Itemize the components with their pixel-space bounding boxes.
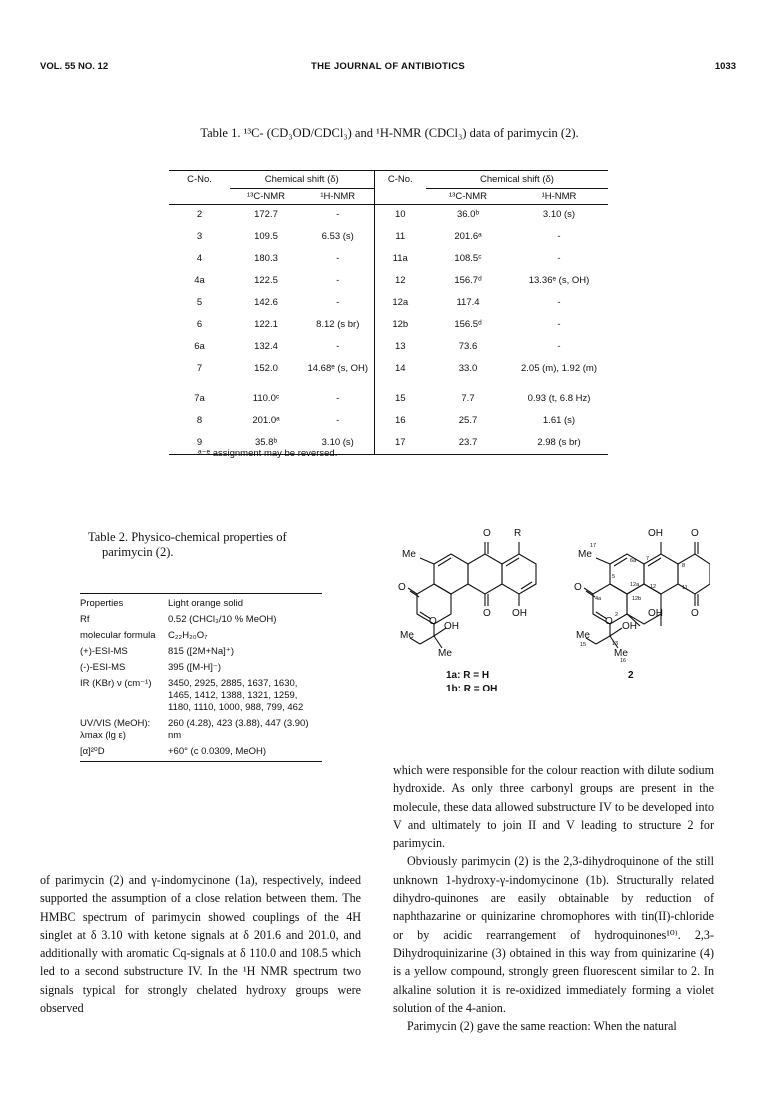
table1-body — [169, 205, 608, 455]
table-cell: 33.0 — [458, 362, 478, 374]
table-cell: 2.05 (m), 1.92 (m) — [520, 362, 598, 374]
property-value: 3450, 2925, 2885, 1637, 1630, 1465, 1412, 1388, 1321, 1259, 1180, 1110, 1000, 988, 799, 462 — [168, 678, 304, 713]
body-right-paragraph-3: Parimycin (2) gave the same reaction: When the natural — [407, 1019, 677, 1034]
locant-13: 13 — [612, 641, 619, 647]
table-cell: 3 — [196, 230, 203, 242]
atom-o-top-2: O — [691, 528, 699, 539]
page-number: 1033 — [714, 61, 736, 72]
table-cell: - — [557, 252, 561, 264]
table-cell: 8.12 (s br) — [302, 315, 374, 337]
property-name: UV/VIS (MeOH): λmax (lg ε) — [80, 718, 151, 741]
table-cell: 25.7 — [458, 414, 478, 426]
table2-caption-line1: Table 2. Physico-chemical properties of — [88, 530, 287, 544]
property-name: (+)-ESI-MS — [80, 646, 128, 657]
property-name: (-)-ESI-MS — [80, 662, 126, 673]
table-cell: 36.0ᵇ — [456, 209, 480, 220]
table-cell: 73.6 — [458, 340, 478, 352]
table-cell: 6 — [196, 318, 203, 330]
locant-15: 15 — [580, 642, 587, 648]
table-cell: 152.0 — [254, 362, 278, 374]
locant-11: 11 — [682, 585, 688, 591]
body-right-column — [393, 761, 714, 1035]
header-13c-right: ¹³C-NMR — [426, 189, 510, 205]
table1-footnote: ᵃ⁻ᵉ assignment may be reversed. — [198, 448, 338, 459]
atom-o-left-2: O — [574, 582, 582, 593]
atom-r: R — [514, 528, 522, 539]
label-2: 2 — [628, 670, 634, 681]
header-1h-left: ¹H-NMR — [302, 189, 374, 205]
locant-6a: 6a — [630, 558, 637, 564]
table-cell: 122.1 — [254, 318, 278, 330]
table-row — [169, 315, 608, 337]
chemical-structures — [380, 516, 710, 691]
table-cell: 23.7 — [426, 433, 510, 455]
table-cell: 117.4 — [456, 296, 480, 308]
table-cell: - — [302, 337, 374, 359]
table-row — [169, 271, 608, 293]
atom-oh-bottom-2: OH — [648, 608, 663, 619]
atom-me-6: Me — [614, 648, 628, 659]
table-cell: 172.7 — [254, 209, 278, 220]
atom-me-2: Me — [400, 630, 414, 641]
locant-12b: 12b — [632, 596, 642, 602]
list-item — [80, 678, 322, 714]
locant-8: 8 — [682, 563, 686, 569]
locant-16: 16 — [620, 658, 627, 664]
header-cno-right: C-No. — [374, 171, 426, 189]
table-cell: 7.7 — [461, 392, 475, 404]
atom-o-bottom-1: O — [483, 608, 491, 619]
property-value: 260 (4.28), 423 (3.88), 447 (3.90) nm — [168, 718, 309, 741]
table-cell: 12b — [392, 318, 409, 330]
property-value: C₂₂H₂₀O₇ — [168, 630, 208, 641]
atom-me-5: Me — [576, 630, 590, 641]
table-cell: 108.5ᶜ — [454, 252, 482, 264]
atom-oh-3: OH — [622, 621, 637, 632]
locant-12a: 12a — [630, 582, 640, 588]
table-cell: - — [557, 296, 561, 308]
structure-figure — [380, 516, 710, 691]
table-cell: 8 — [196, 414, 203, 426]
locant-17: 17 — [590, 543, 597, 549]
property-name: [α]²⁰D — [80, 746, 105, 757]
table-cell: 156.5ᵈ — [454, 318, 482, 330]
table-cell: 11 — [395, 230, 406, 242]
label-1a: 1a: R = H — [446, 670, 490, 681]
list-item — [80, 718, 322, 742]
header-cno-left: C-No. — [169, 171, 230, 189]
table-cell: 16 — [394, 414, 406, 426]
table-cell: 6.53 (s) — [302, 227, 374, 249]
table-row — [169, 337, 608, 359]
table-cell: 13.36ᵉ (s, OH) — [528, 274, 590, 286]
table-cell: - — [557, 340, 561, 352]
table-cell: - — [302, 271, 374, 293]
atom-o-ring-1: O — [429, 616, 437, 627]
table-cell: 15 — [394, 392, 406, 404]
table-cell: 132.4 — [254, 340, 278, 352]
atom-o-top-1: O — [483, 528, 491, 539]
body-right-paragraph-2: Obviously parimycin (2) is the 2,3-dihydroquinone of the still unknown 1-hydroxy-γ-indomycinone (1b). Structurally related dihydro-quinones are easily obtainable by reduction of naphthazarine or quinizarine chromophores with tin(II)-chloride or by acidic rearrangement of hydroquinones¹⁰⁾. 2,3-Dihydroquinizarine (3) obtained in this way from quinizarine (4) is a yellow compound, strongly green fluorescent similar to 2. In alkaline solution it is re-oxidized immediately forming a violet solution of the 4-anion. — [393, 854, 714, 1015]
table-cell: 109.5 — [254, 230, 278, 242]
table-row — [169, 205, 608, 227]
table-cell: 180.3 — [254, 252, 278, 264]
table-cell: 9 — [169, 433, 230, 455]
table-cell: 35.8ᵇ — [230, 433, 302, 455]
locant-12: 12 — [650, 584, 657, 590]
property-name: IR (KBr) ν (cm⁻¹) — [80, 678, 152, 689]
table-cell: 142.6 — [254, 296, 278, 308]
locant-5: 5 — [612, 574, 616, 580]
table-cell: 13 — [394, 340, 406, 352]
table-cell: 3.10 (s) — [542, 209, 576, 220]
atom-o-ring-2: O — [605, 616, 613, 627]
atom-oh-1: OH — [512, 608, 527, 619]
property-name: Properties — [80, 598, 124, 609]
body-right-paragraph-1: which were responsible for the colour reaction with dilute sodium hydroxide. As only three carbonyl groups are present in the molecule, these data allowed substructure IV to be developed into V and ultimately to join II and V leading to structure 2 for parimycin. — [393, 763, 714, 851]
table-cell: 5 — [196, 296, 203, 308]
table-cell: 6a — [194, 340, 205, 352]
table-row — [169, 411, 608, 433]
locant-7: 7 — [646, 556, 650, 562]
property-value: 815 ([2M+Na]⁺) — [168, 646, 234, 657]
atom-o-left-1: O — [398, 582, 406, 593]
atom-me-1: Me — [402, 549, 416, 560]
property-name: Rf — [80, 614, 90, 625]
header-13c-left: ¹³C-NMR — [230, 189, 302, 205]
table1-caption: Table 1. ¹³C- (CD₃OD/CDCl₃) and ¹H-NMR (CDCl₃) data of parimycin (2). — [200, 126, 579, 140]
table-row — [169, 359, 608, 389]
table-cell: 4a — [194, 274, 205, 286]
atom-me-4: Me — [578, 549, 592, 560]
table-cell: - — [557, 230, 561, 242]
table-cell: 201.6ᵃ — [454, 230, 482, 242]
body-left-column — [40, 871, 361, 1017]
locant-4a: 4a — [595, 596, 602, 602]
table1-nmr-data — [169, 170, 608, 455]
table-cell: - — [557, 318, 561, 330]
table-cell: 0.93 (t, 6.8 Hz) — [527, 392, 591, 404]
body-left-paragraph: of parimycin (2) and γ-indomycinone (1a), respectively, indeed supported the assumption of a close relation between them. The HMBC spectrum of parimycin showed couplings of the 4H singlet at δ 3.10 with ketone signals at δ 201.6 and 201.0, and additionally with aromatic Cq-signals at δ 110.0 and 108.5 which led to a second substructure IV. In the ¹H NMR spectrum two signals typical for strongly chelated hydroxy groups were observed — [40, 873, 361, 1016]
header-shift-left: Chemical shift (δ) — [230, 171, 374, 189]
table-cell: 1.61 (s) — [542, 414, 576, 426]
table-cell: 3.10 (s) — [302, 433, 374, 455]
property-value: +60° (c 0.0309, MeOH) — [168, 746, 267, 757]
table-cell: 201.0ᵃ — [252, 414, 280, 426]
header-shift-right: Chemical shift (δ) — [426, 171, 608, 189]
table2-caption — [88, 530, 328, 560]
table-cell: 17 — [374, 433, 426, 455]
table-cell: 122.5 — [254, 274, 278, 286]
locant-2: 2 — [615, 612, 619, 618]
property-value: Light orange solid — [168, 598, 243, 609]
table-cell: 7a — [194, 392, 205, 404]
list-item — [80, 746, 322, 758]
table-cell: - — [302, 411, 374, 433]
label-1b: 1b: R = OH — [446, 684, 498, 691]
table-row — [169, 227, 608, 249]
journal-title: THE JOURNAL OF ANTIBIOTICS — [311, 61, 465, 72]
list-item — [80, 630, 322, 642]
table-cell: 12a — [392, 296, 409, 308]
table-cell: - — [302, 205, 374, 227]
table-cell: 110.0ᶜ — [252, 392, 280, 404]
list-item — [80, 598, 322, 610]
list-item — [80, 614, 322, 626]
table-cell: 12 — [394, 274, 406, 286]
table-row — [169, 293, 608, 315]
table2-caption-line2: parimycin (2). — [102, 545, 174, 559]
header-1h-right: ¹H-NMR — [510, 189, 608, 205]
table-cell: 7 — [196, 362, 203, 374]
atom-oh-2: OH — [444, 621, 459, 632]
table-cell: - — [302, 389, 374, 411]
table-cell: - — [302, 249, 374, 271]
table-cell: 4 — [196, 252, 203, 264]
table-row — [169, 249, 608, 271]
property-value: 395 ([M-H]⁻) — [168, 662, 222, 673]
atom-oh-top-2: OH — [648, 528, 663, 539]
table-cell: 2.98 (s br) — [510, 433, 608, 455]
table2-properties — [80, 593, 322, 762]
volume-label: VOL. 55 NO. 12 — [40, 61, 109, 72]
property-name: molecular formula — [80, 630, 156, 641]
table-cell: 10 — [394, 209, 406, 220]
table-cell: - — [302, 293, 374, 315]
table-cell: 156.7ᵈ — [454, 274, 482, 286]
list-item — [80, 662, 322, 674]
atom-me-3: Me — [438, 648, 452, 659]
table-row — [169, 389, 608, 411]
table-cell: 14.68ᵉ (s, OH) — [302, 359, 374, 389]
running-header — [40, 61, 736, 75]
table-cell: 2 — [196, 209, 203, 220]
property-value: 0.52 (CHCl₃/10 % MeOH) — [168, 614, 277, 625]
list-item — [80, 646, 322, 658]
table-cell: 11a — [392, 252, 408, 264]
atom-o-bottom-2: O — [691, 608, 699, 619]
table-cell: 14 — [394, 362, 406, 374]
